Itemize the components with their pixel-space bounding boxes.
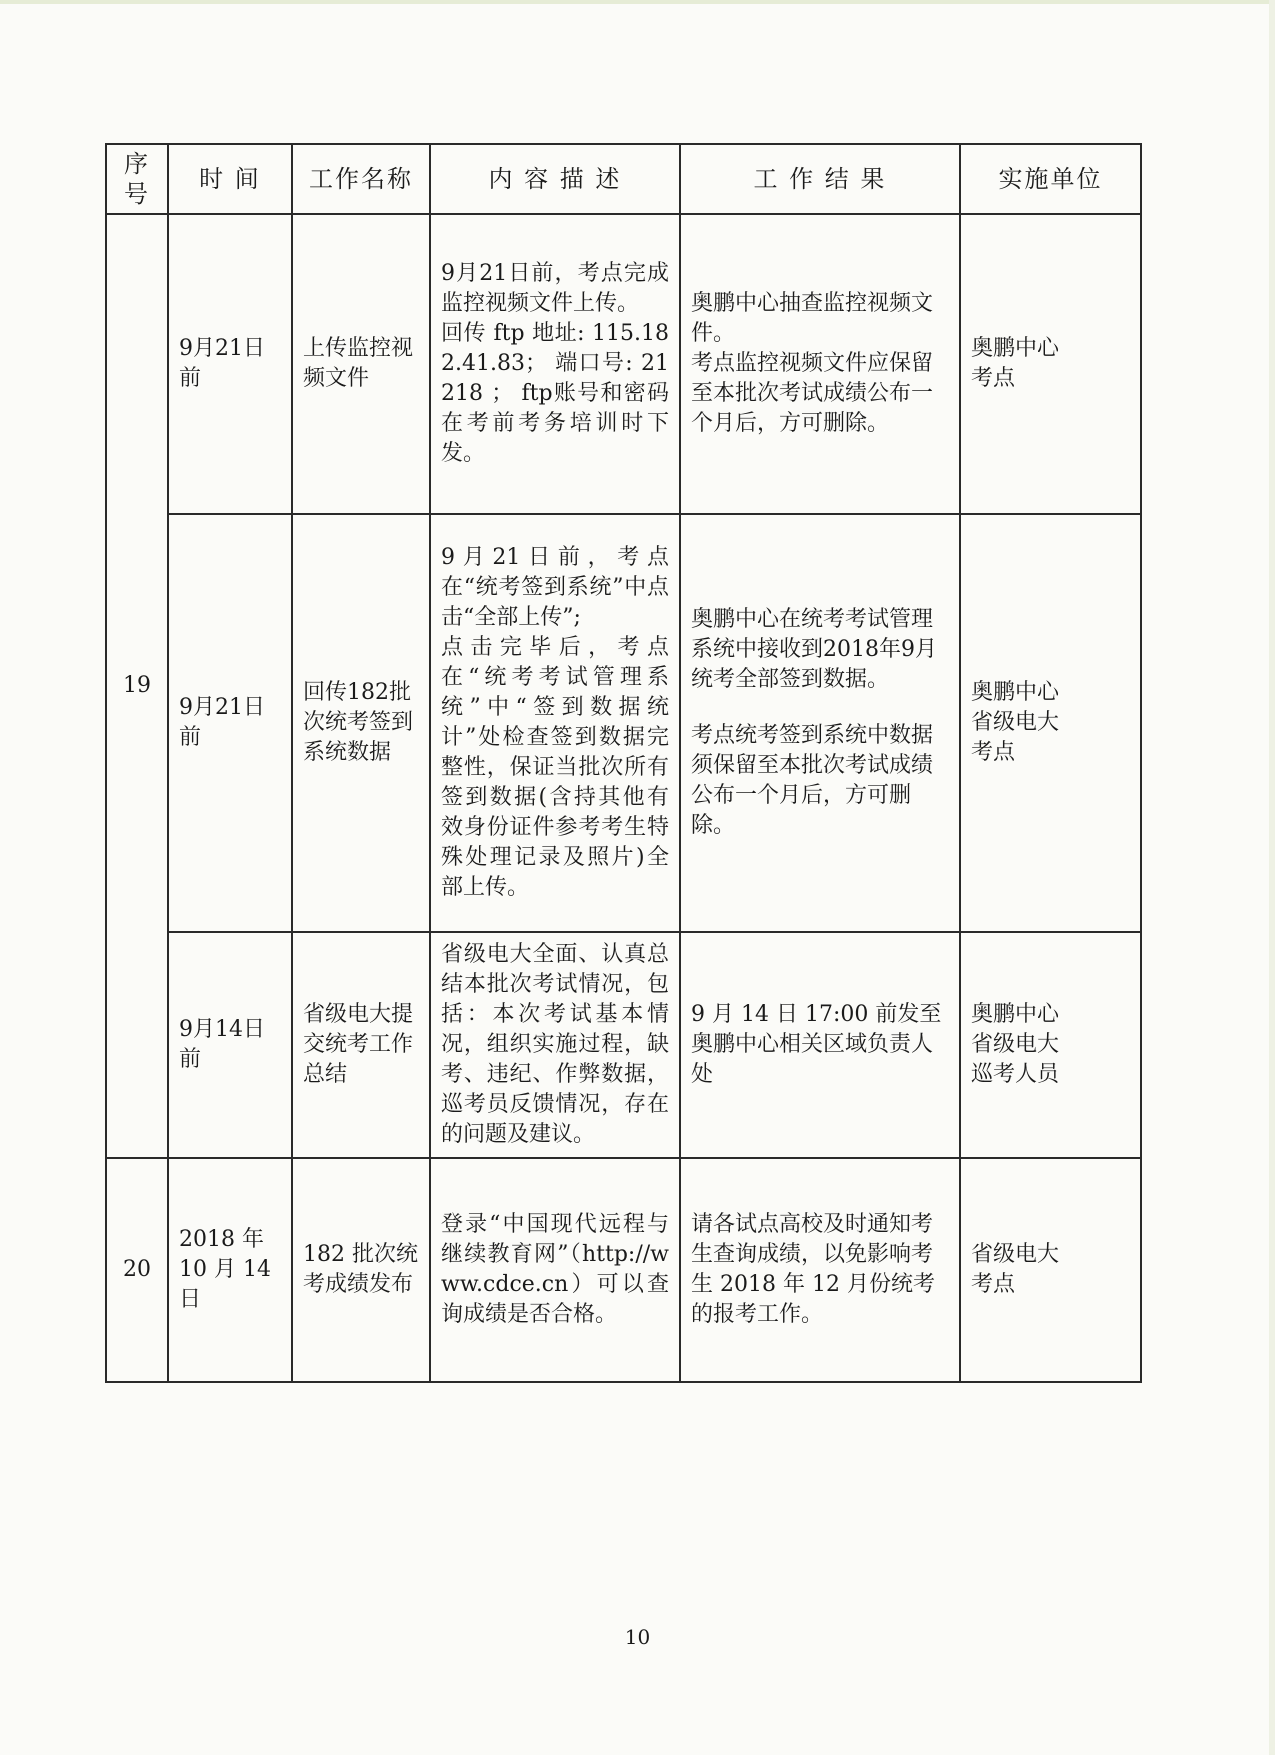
unit-name: 奥鹏中心 [971,1002,1060,1027]
row-description [430,932,680,1158]
result-paragraph: 请各试点高校及时通知考生查询成绩，以免影响考生 2018 年 12 月份统考的报考工作。 [691,1212,935,1327]
description-paragraph: 9月21日前，考点在“统考签到系统”中点击“全部上传”; [441,545,669,630]
row-task-name: 上传监控视频文件 [292,214,430,514]
description-paragraph: 省级电大全面、认真总结本批次考试情况，包括：本次考试基本情况，组织实施过程，缺考、违纪、作弊数据，巡考员反馈情况，存在的问题及建议。 [441,942,669,1147]
row-description [430,514,680,932]
row-time: 2018 年 10 月 14 日 [168,1158,292,1382]
header-serial: 序号 [106,144,168,214]
row-task-name: 省级电大提交统考工作总结 [292,932,430,1158]
row-time: 9月21日前 [168,514,292,932]
row-unit [960,1158,1141,1382]
description-paragraph: 回传 ftp 地址: 115.182.41.83； 端口号: 21218 ； ftp账号和密码在考前考务培训时下发。 [441,321,669,466]
unit-name: 考点 [971,1272,1016,1297]
unit-name: 省级电大 [971,1242,1060,1267]
header-result: 工 作 结 果 [680,144,960,214]
unit-name: 考点 [971,366,1016,391]
unit-name: 省级电大 [971,1032,1060,1057]
table-row [106,932,1141,1158]
header-task-name: 工作名称 [292,144,430,214]
description-paragraph: 点击完毕后，考点在“统考考试管理系统”中“签到数据统计”处检查签到数据完整性，保证当批次所有签到数据(含持其他有效身份证件参考考生特殊处理记录及照片)全部上传。 [441,635,669,900]
page-number: 10 [624,1625,651,1649]
unit-name: 奥鹏中心 [971,680,1060,705]
row-description [430,214,680,514]
table-header-row [106,144,1141,214]
exam-schedule-table [105,143,1142,1383]
result-paragraph: 9 月 14 日 17:00 前发至奥鹏中心相关区域负责人处 [691,1002,942,1087]
row-unit [960,214,1141,514]
header-time: 时 间 [168,144,292,214]
scan-top-edge [0,0,1275,4]
row-result [680,932,960,1158]
row-unit [960,932,1141,1158]
row-serial-19: 19 [106,214,168,1158]
row-result [680,214,960,514]
header-description: 内 容 描 述 [430,144,680,214]
row-time: 9月14日前 [168,932,292,1158]
row-time: 9月21日前 [168,214,292,514]
unit-name: 奥鹏中心 [971,336,1060,361]
row-serial-20: 20 [106,1158,168,1382]
row-task-name: 回传182批次统考签到系统数据 [292,514,430,932]
row-description [430,1158,680,1382]
result-paragraph: 奥鹏中心抽查监控视频文件。 [691,291,934,346]
unit-name: 巡考人员 [971,1062,1060,1087]
row-unit [960,514,1141,932]
row-task-name: 182 批次统考成绩发布 [292,1158,430,1382]
description-paragraph: 9月21日前，考点完成监控视频文件上传。 [441,261,669,316]
row-result [680,514,960,932]
table-row [106,514,1141,932]
unit-name: 省级电大 [971,710,1060,735]
table-row [106,214,1141,514]
scan-right-edge [1269,0,1275,1755]
result-paragraph: 奥鹏中心在统考考试管理系统中接收到2018年9月统考全部签到数据。 [691,607,937,692]
result-paragraph: 考点监控视频文件应保留至本批次考试成绩公布一个月后，方可删除。 [691,351,934,436]
table-row [106,1158,1141,1382]
unit-name: 考点 [971,740,1016,765]
header-unit: 实施单位 [960,144,1141,214]
row-result [680,1158,960,1382]
description-paragraph: 登录“中国现代远程与继续教育网”（http://www.cdce.cn）可以查询成绩是否合格。 [441,1212,669,1327]
result-paragraph: 考点统考签到系统中数据须保留至本批次考试成绩公布一个月后，方可删除。 [691,723,934,838]
